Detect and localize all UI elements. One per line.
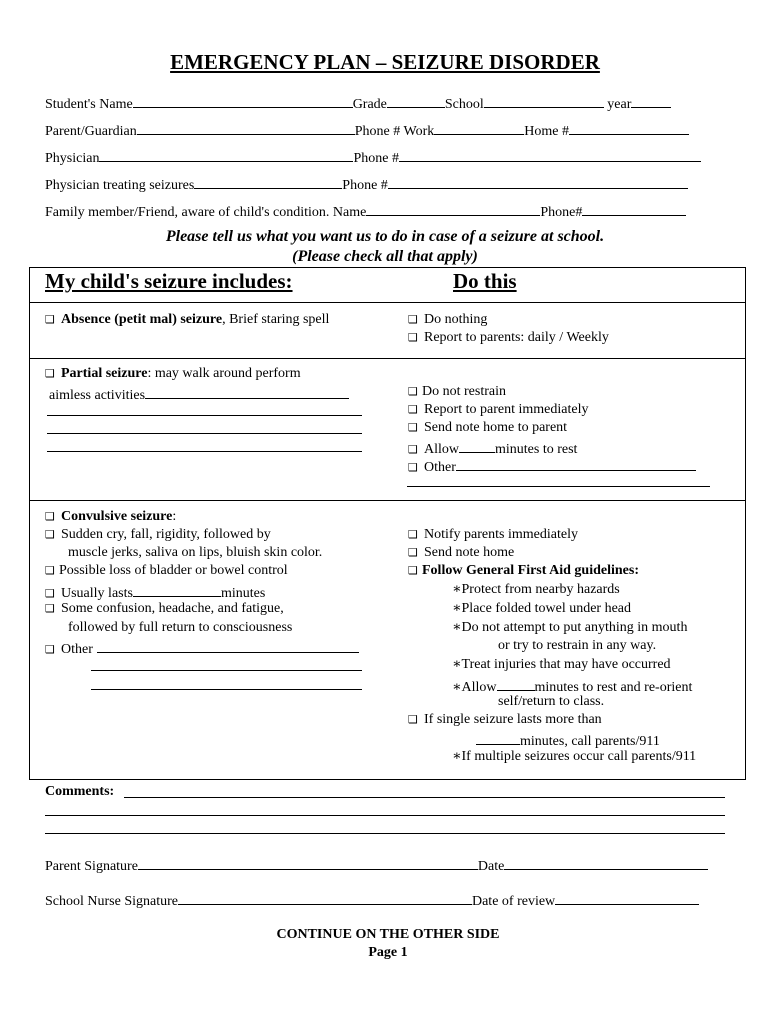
col-header-seizure: My child's seizure includes:	[45, 269, 293, 293]
col-header-action: Do this	[453, 269, 517, 293]
parent-label: Parent/Guardian	[45, 124, 137, 139]
do-nothing-option[interactable]: ❑ Do nothing	[408, 312, 488, 327]
divider	[29, 358, 745, 359]
usually-lasts-option[interactable]: ❑ Usually lasts minutes	[45, 582, 265, 598]
row-treating	[45, 174, 688, 191]
continue-note: CONTINUE ON THE OTHER SIDE	[276, 927, 500, 942]
checkbox-icon[interactable]: ❑	[408, 313, 418, 326]
recovery-continuation: followed by full return to consciousness	[68, 620, 293, 635]
call-911-minutes: minutes, call parents/911	[476, 730, 660, 746]
row-family	[45, 201, 686, 218]
instruction-line-2: (Please check all that apply)	[292, 248, 478, 265]
convulsive-other-field[interactable]	[97, 638, 359, 653]
other-option[interactable]: ❑ Other	[408, 456, 696, 472]
guideline-injuries: ∗Treat injuries that may have occurred	[452, 657, 671, 672]
convulsive-blank-line[interactable]	[91, 670, 362, 671]
treating-phone-field[interactable]	[388, 174, 688, 189]
guideline-protect: ∗Protect from nearby hazards	[452, 582, 620, 597]
other-blank-line[interactable]	[407, 486, 710, 487]
partial-blank-line[interactable]	[47, 415, 362, 416]
row-physician	[45, 147, 701, 164]
notify-parents-option[interactable]: ❑ Notify parents immediately	[408, 527, 578, 542]
family-field[interactable]	[366, 201, 540, 216]
checkbox-icon[interactable]: ❑	[45, 587, 55, 600]
convulsive-blank-line[interactable]	[91, 689, 362, 690]
review-date-label: Date of review	[471, 894, 556, 909]
partial-activities: aimless activities	[49, 384, 349, 400]
parent-signature-label: Parent Signature	[45, 859, 138, 874]
divider	[29, 779, 745, 780]
send-note-option[interactable]: ❑ Send note home to parent	[408, 420, 568, 435]
treating-field[interactable]	[194, 174, 342, 189]
divider	[29, 302, 745, 303]
partial-blank-line[interactable]	[47, 451, 362, 452]
report-parents-option[interactable]: ❑ Report to parents: daily / Weekly	[408, 330, 609, 345]
send-note-home-option[interactable]: ❑ Send note home	[408, 545, 515, 560]
confusion-option[interactable]: ❑ Some confusion, headache, and fatigue,	[45, 601, 284, 616]
home-phone-label: Home #	[524, 124, 569, 139]
comments-line[interactable]	[45, 833, 725, 834]
reorient-minutes-field[interactable]	[497, 676, 535, 691]
checkbox-icon[interactable]: ❑	[408, 403, 418, 416]
nurse-signature-field[interactable]	[178, 890, 472, 905]
convulsive-other-option[interactable]: ❑ Other	[45, 638, 359, 654]
comments-line[interactable]	[124, 797, 725, 798]
lasts-minutes-field[interactable]	[133, 582, 221, 597]
partial-seizure-option[interactable]: ❑ Partial seizure: may walk around perform	[45, 366, 301, 381]
checkbox-icon[interactable]: ❑	[408, 564, 418, 577]
checkbox-icon[interactable]: ❑	[408, 443, 418, 456]
physician-phone-field[interactable]	[399, 147, 701, 162]
physician-label: Physician	[45, 151, 100, 166]
student-name-label: Student's Name	[45, 97, 133, 112]
checkbox-icon[interactable]: ❑	[408, 461, 418, 474]
treating-phone-label: Phone #	[342, 178, 388, 193]
checkbox-icon[interactable]: ❑	[408, 713, 418, 726]
year-field[interactable]	[631, 93, 671, 108]
parent-signature-field[interactable]	[138, 855, 478, 870]
checkbox-icon[interactable]: ❑	[45, 528, 55, 541]
checkbox-icon[interactable]: ❑	[45, 510, 55, 523]
checkbox-icon[interactable]: ❑	[408, 546, 418, 559]
bladder-loss-option[interactable]: ❑ Possible loss of bladder or bowel control	[45, 563, 288, 578]
work-phone-label: Phone # Work	[354, 124, 435, 139]
date-label: Date	[477, 859, 505, 874]
guideline-mouth: ∗Do not attempt to put anything in mouth	[452, 620, 688, 635]
parent-signature-row	[45, 855, 708, 872]
work-phone-field[interactable]	[434, 120, 524, 135]
sudden-cry-option[interactable]: ❑ Sudden cry, fall, rigidity, followed by	[45, 527, 271, 542]
checkbox-icon[interactable]: ❑	[408, 385, 418, 398]
family-phone-label: Phone#	[540, 205, 583, 220]
nurse-signature-row	[45, 890, 699, 907]
checkbox-icon[interactable]: ❑	[45, 643, 55, 656]
page-number: Page 1	[368, 945, 408, 960]
nurse-signature-label: School Nurse Signature	[45, 894, 178, 909]
do-not-restrain-option[interactable]: ❑ Do not restrain	[408, 384, 506, 399]
rest-minutes-field[interactable]	[459, 438, 495, 453]
page-title: EMERGENCY PLAN – SEIZURE DISORDER	[170, 50, 600, 74]
checkbox-icon[interactable]: ❑	[45, 367, 55, 380]
grade-field[interactable]	[387, 93, 445, 108]
call-minutes-field[interactable]	[476, 730, 520, 745]
year-label: year	[607, 97, 632, 112]
treating-label: Physician treating seizures	[45, 178, 195, 193]
guideline-multiple: ∗If multiple seizures occur call parents/911	[452, 749, 697, 764]
family-phone-field[interactable]	[582, 201, 686, 216]
date-field[interactable]	[504, 855, 708, 870]
checkbox-icon[interactable]: ❑	[408, 528, 418, 541]
home-phone-field[interactable]	[569, 120, 689, 135]
first-aid-option[interactable]: ❑ Follow General First Aid guidelines:	[408, 563, 639, 578]
convulsive-seizure-option[interactable]: ❑ Convulsive seizure:	[45, 509, 177, 524]
school-label: School	[444, 97, 484, 112]
guideline-return: self/return to class.	[498, 694, 605, 709]
guideline-towel: ∗Place folded towel under head	[452, 601, 632, 616]
checkbox-icon[interactable]: ❑	[408, 421, 418, 434]
allow-rest-option[interactable]: ❑ Allow minutes to rest	[408, 438, 577, 454]
checkbox-icon[interactable]: ❑	[45, 602, 55, 615]
school-field[interactable]	[484, 93, 604, 108]
report-immediately-option[interactable]: ❑ Report to parent immediately	[408, 402, 589, 417]
checkbox-icon[interactable]: ❑	[45, 313, 55, 326]
checkbox-icon[interactable]: ❑	[45, 564, 55, 577]
comments-line[interactable]	[45, 815, 725, 816]
physician-field[interactable]	[99, 147, 353, 162]
grade-label: Grade	[352, 97, 387, 112]
other-field[interactable]	[456, 456, 696, 471]
partial-blank-line[interactable]	[47, 433, 362, 434]
activities-field[interactable]	[145, 384, 349, 399]
family-label: Family member/Friend, aware of child's condition. Name	[45, 205, 367, 220]
comments-label: Comments:	[45, 784, 115, 799]
guideline-restrain: or try to restrain in any way.	[498, 638, 657, 653]
single-seizure-option[interactable]: ❑ If single seizure lasts more than	[408, 712, 602, 727]
row-parent	[45, 120, 689, 137]
checkbox-icon[interactable]: ❑	[408, 331, 418, 344]
guideline-allow: ∗Allow minutes to rest and re-orient	[452, 676, 692, 692]
physician-phone-label: Phone #	[353, 151, 399, 166]
instruction-line-1: Please tell us what you want us to do in case of a seizure at school.	[165, 228, 605, 245]
row-student	[45, 93, 671, 110]
symptom-continuation: muscle jerks, saliva on lips, bluish skin color.	[68, 545, 323, 560]
divider	[29, 500, 745, 501]
student-name-field[interactable]	[133, 93, 353, 108]
absence-seizure-option[interactable]: ❑ Absence (petit mal) seizure, Brief staring spell	[45, 312, 330, 327]
review-date-field[interactable]	[555, 890, 699, 905]
parent-field[interactable]	[137, 120, 355, 135]
